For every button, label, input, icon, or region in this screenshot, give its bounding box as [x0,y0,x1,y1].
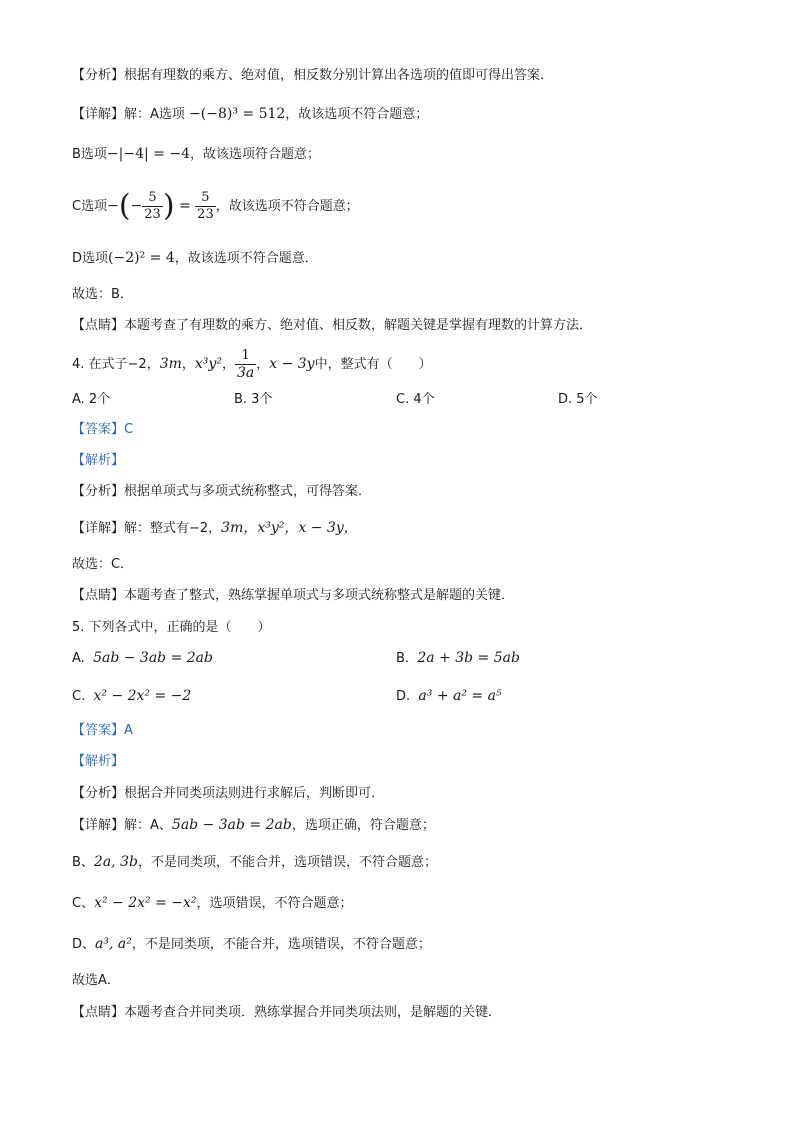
q4-comment: 【点睛】本题考查了整式，熟练掌握单项式与多项式统称整式是解题的关键． [72,588,515,603]
q5-stem: 5. 下列各式中，正确的是（ ） [72,620,271,635]
q4-term-x3y2: x³y² [194,356,222,372]
q4-suffix: 中，整式有（ ） [314,357,432,372]
q4-stem: 4. 在式子−2，3m，x³y²， $\frac{1}{3a}$ ，x − 3y中，整式有（ ） [72,348,432,381]
q4-detail-math: 3m，x³y²，x − 3y， [221,520,358,536]
q5-option-c: C. x² − 2x² = −2 [72,688,192,704]
q5-choice: 故选A． [72,973,120,988]
q4-term-3m: 3m [159,356,182,372]
detail-b-suffix: ，故该选项符合题意； [190,147,321,162]
q5-detail-b: B、2a, 3b，不是同类项，不能合并，选项错误，不符合题意； [72,854,437,870]
q4-term-x-3y: x − 3y [269,356,315,372]
q5-analysis: 【分析】根据合并同类项法则进行求解后，判断即可． [72,786,385,801]
detail-a-math: −(−8)³ = 512 [189,106,286,122]
fraction-right: $\frac{5}{23}$ [197,190,214,222]
q5-detail-a: 【详解】解：A、5ab − 3ab = 2ab，选项正确，符合题意； [72,817,435,833]
q4-prefix: 4. 在式子−2， [72,357,160,372]
detail-c-suffix: ，故该选项不符合题意； [215,199,359,214]
analysis-line: 【分析】根据有理数的乘方、绝对值，相反数分别计算出各选项的值即可得出答案． [72,68,554,83]
detail-line-b [72,144,320,165]
detail-line-a [72,104,428,125]
q5-detail-c: C、x² − 2x² = −x²，选项错误，不符合题意； [72,895,353,911]
q5-option-d: D. a³ + a² = a⁵ [396,688,502,704]
q4-option-d: D. 5个 [558,392,598,407]
q4-detail-prefix: 【详解】解：整式有−2， [72,521,222,536]
q4-detail [72,518,358,539]
detail-d-suffix: ，故该选项不符合题意． [174,251,318,266]
q4-answer: 【答案】C [72,422,134,437]
q4-choice: 故选：C． [72,557,134,572]
q5-comment: 【点睛】本题考查合并同类项．熟练掌握合并同类项法则，是解题的关键． [72,1005,502,1020]
detail-b-prefix: B选项 [72,147,107,162]
q4-fraction: $\frac{1}{3a}$ [236,348,255,381]
detail-a-prefix: 【详解】解：A选项 [72,107,190,122]
detail-d-math: (−2)² = 4 [108,250,175,266]
q5-jiexi: 【解析】 [72,754,125,769]
q5-option-a: A. 5ab − 3ab = 2ab [72,650,213,666]
detail-c-prefix: C选项 [72,199,108,214]
choice-line: 故选：B． [72,287,133,302]
q4-option-b: B. 3个 [234,392,273,407]
q5-answer: 【答案】A [72,723,133,738]
detail-b-math: −|−4| = −4 [106,146,190,162]
detail-d-prefix: D选项 [72,251,109,266]
q5-option-b: B. 2a + 3b = 5ab [396,650,520,666]
fraction-left: $\frac{5}{23}$ [144,190,161,222]
detail-a-suffix: ，故该选项不符合题意； [285,107,429,122]
q4-jiexi: 【解析】 [72,453,125,468]
q4-option-c: C. 4个 [396,392,435,407]
q4-option-a: A. 2个 [72,392,111,407]
detail-line-c: C选项−(− $\frac{5}{23}$ ) = $\frac{5}{23}$ ，故该选项不符合题意； [72,188,359,224]
detail-line-d [72,248,318,269]
q5-detail-d: D、a³, a²，不是同类项，不能合并，选项错误，不符合题意； [72,936,431,952]
comment-line: 【点睛】本题考查了有理数的乘方、绝对值、相反数，解题关键是掌握有理数的计算方法． [72,318,593,333]
q4-analysis: 【分析】根据单项式与多项式统称整式，可得答案． [72,484,372,499]
